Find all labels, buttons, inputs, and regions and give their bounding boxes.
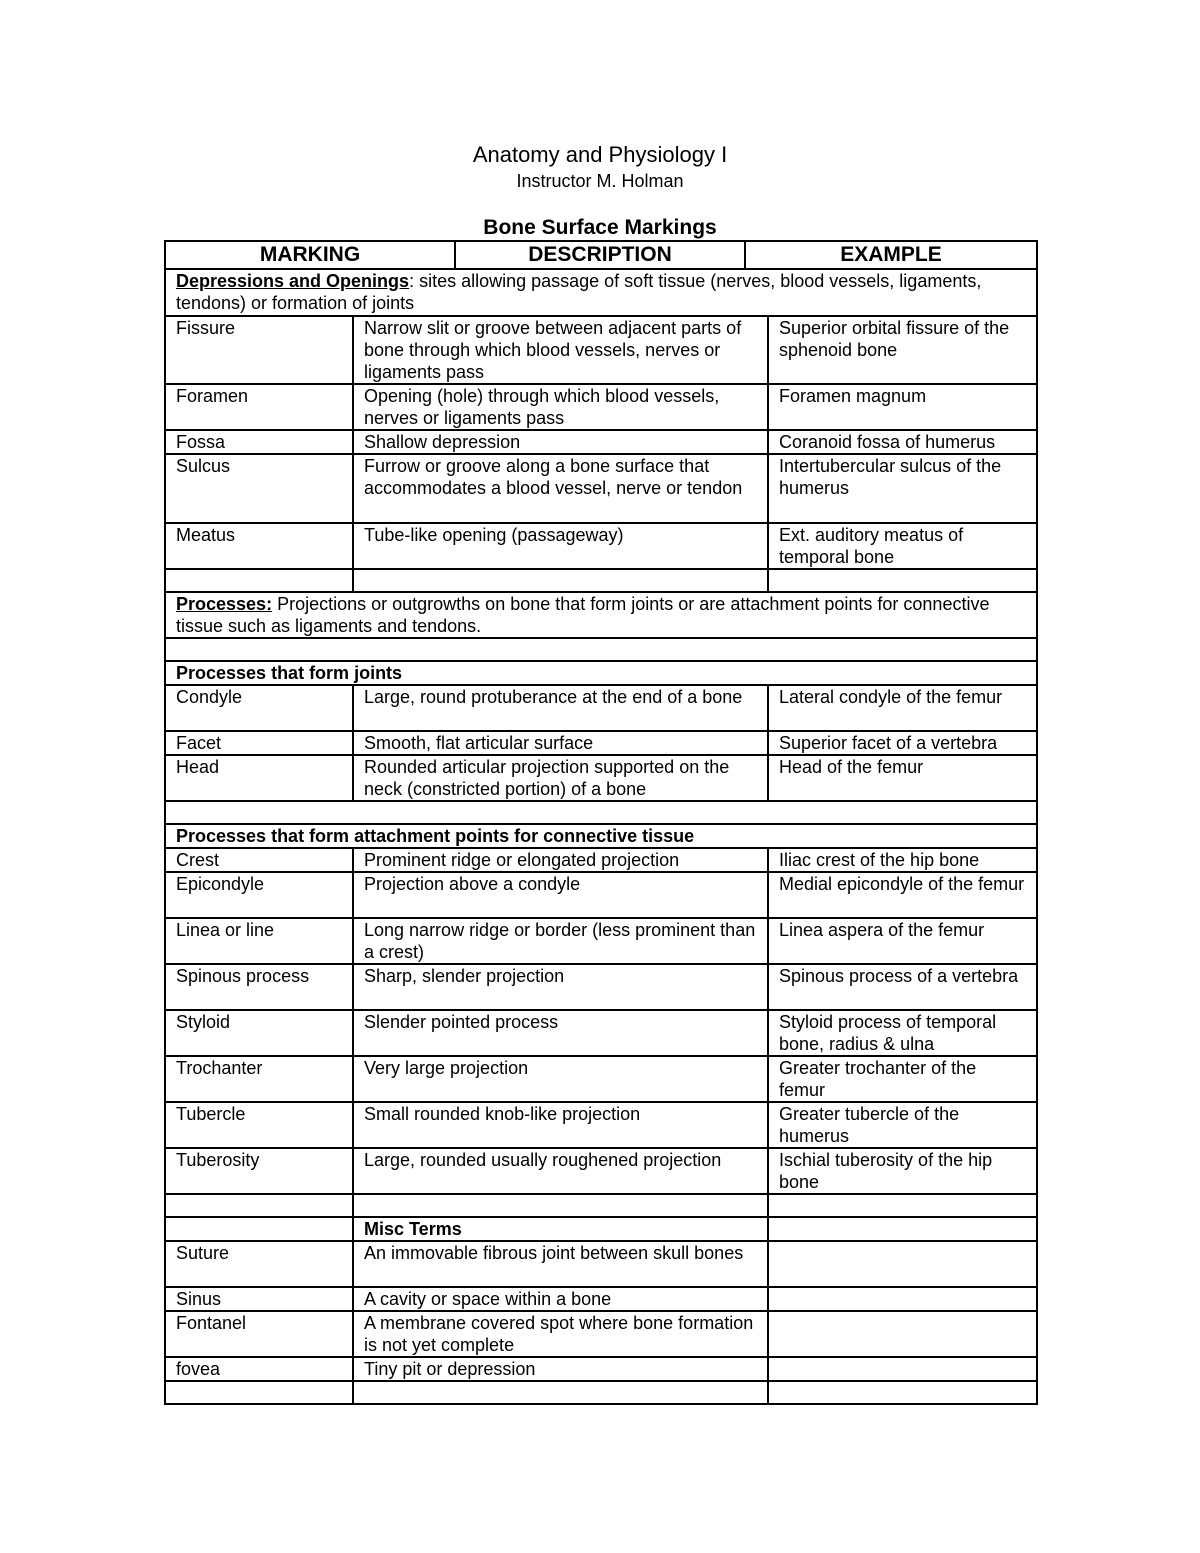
description-cell: Very large projection [353,1056,768,1102]
marking-cell: Spinous process [165,964,353,1010]
description-cell: Small rounded knob-like projection [353,1102,768,1148]
marking-cell: Condyle [165,685,353,731]
table-row [165,685,1037,731]
table-row [165,1148,1037,1194]
example-cell: Superior orbital fissure of the sphenoid bone [768,316,1037,384]
section-heading-depressions: Depressions and Openings [176,271,410,291]
description-cell: A membrane covered spot where bone formation is not yet complete [353,1311,768,1357]
instructor-name: Instructor M. Holman [516,171,684,191]
description-cell: Furrow or groove along a bone surface that accommodates a blood vessel, nerve or tendon [353,454,768,523]
description-cell: Tiny pit or depression [353,1357,768,1381]
marking-cell: Trochanter [165,1056,353,1102]
marking-cell: Meatus [165,523,353,569]
table-row [165,1357,1037,1381]
section-row-processes [165,592,1037,638]
example-cell: Greater trochanter of the femur [768,1056,1037,1102]
table-row [165,1102,1037,1148]
description-cell: Rounded articular projection supported on the neck (constricted portion) of a bone [353,755,768,801]
section-row-joints [165,661,1037,685]
marking-cell: Crest [165,848,353,872]
column-header-marking: MARKING [165,241,455,269]
table-row [165,1056,1037,1102]
marking-cell: Facet [165,731,353,755]
example-cell: Styloid process of temporal bone, radius & ulna [768,1010,1037,1056]
description-cell: Large, rounded usually roughened projection [353,1148,768,1194]
table-row [165,454,1037,523]
section-text-depressions: : sites allowing passage of soft tissue (nerves, blood vessels, ligaments, tendons) or formation of joints [176,271,982,313]
section-row-attachment [165,824,1037,848]
marking-cell: Tubercle [165,1102,353,1148]
marking-cell: Head [165,755,353,801]
example-cell: Linea aspera of the femur [768,918,1037,964]
description-cell: Prominent ridge or elongated projection [353,848,768,872]
description-cell: Large, round protuberance at the end of a bone [353,685,768,731]
section-heading-attachment: Processes that form attachment points for connective tissue [165,824,1037,848]
table-row [165,964,1037,1010]
section-heading-misc: Misc Terms [353,1217,768,1241]
table-row [165,918,1037,964]
table-row [165,523,1037,569]
marking-cell: Fontanel [165,1311,353,1357]
description-cell: Long narrow ridge or border (less prominent than a crest) [353,918,768,964]
description-cell: An immovable fibrous joint between skull bones [353,1241,768,1287]
table-row [165,1010,1037,1056]
table-row [165,384,1037,430]
marking-cell: Suture [165,1241,353,1287]
example-cell: Spinous process of a vertebra [768,964,1037,1010]
example-cell [768,1241,1037,1287]
example-cell [768,1287,1037,1311]
empty-row [165,569,1037,592]
example-cell: Coranoid fossa of humerus [768,430,1037,454]
empty-row [165,1381,1037,1404]
section-row-depressions [165,269,1037,316]
empty-row [165,801,1037,824]
marking-cell: Linea or line [165,918,353,964]
example-cell: Superior facet of a vertebra [768,731,1037,755]
table-row [165,1241,1037,1287]
example-cell: Intertubercular sulcus of the humerus [768,454,1037,523]
marking-cell: Foramen [165,384,353,430]
table-row [165,1311,1037,1357]
description-cell: Smooth, flat articular surface [353,731,768,755]
table-row [165,430,1037,454]
example-cell: Ischial tuberosity of the hip bone [768,1148,1037,1194]
marking-cell: fovea [165,1357,353,1381]
example-cell: Head of the femur [768,755,1037,801]
example-cell [768,1311,1037,1357]
example-cell: Greater tubercle of the humerus [768,1102,1037,1148]
description-cell: Tube-like opening (passageway) [353,523,768,569]
example-cell: Ext. auditory meatus of temporal bone [768,523,1037,569]
description-cell: A cavity or space within a bone [353,1287,768,1311]
table-title: Bone Surface Markings [483,216,717,239]
column-header-table [164,240,1038,270]
marking-cell: Sulcus [165,454,353,523]
markings-table [164,268,1038,1405]
table-row [165,1287,1037,1311]
table-row [165,731,1037,755]
column-header-description: DESCRIPTION [455,241,745,269]
description-cell: Projection above a condyle [353,872,768,918]
description-cell: Sharp, slender projection [353,964,768,1010]
example-cell: Foramen magnum [768,384,1037,430]
description-cell: Slender pointed process [353,1010,768,1056]
section-text-processes: Projections or outgrowths on bone that form joints or are attachment points for connective tissue such as ligaments and tendons. [176,594,990,636]
marking-cell: Epicondyle [165,872,353,918]
marking-cell: Tuberosity [165,1148,353,1194]
marking-cell: Styloid [165,1010,353,1056]
example-cell: Iliac crest of the hip bone [768,848,1037,872]
section-heading-processes: Processes: [176,594,273,614]
empty-row [165,638,1037,661]
section-row-misc [165,1217,1037,1241]
table-row [165,872,1037,918]
marking-cell: Fissure [165,316,353,384]
empty-row [165,1194,1037,1217]
course-title: Anatomy and Physiology I [472,142,728,167]
description-cell: Opening (hole) through which blood vessels, nerves or ligaments pass [353,384,768,430]
table-row [165,316,1037,384]
table-row [165,755,1037,801]
table-row [165,848,1037,872]
example-cell: Lateral condyle of the femur [768,685,1037,731]
section-heading-joints: Processes that form joints [165,661,1037,685]
example-cell [768,1357,1037,1381]
marking-cell: Sinus [165,1287,353,1311]
description-cell: Shallow depression [353,430,768,454]
example-cell: Medial epicondyle of the femur [768,872,1037,918]
description-cell: Narrow slit or groove between adjacent parts of bone through which blood vessels, nerves or ligaments pass [353,316,768,384]
column-header-example: EXAMPLE [745,241,1037,269]
marking-cell: Fossa [165,430,353,454]
